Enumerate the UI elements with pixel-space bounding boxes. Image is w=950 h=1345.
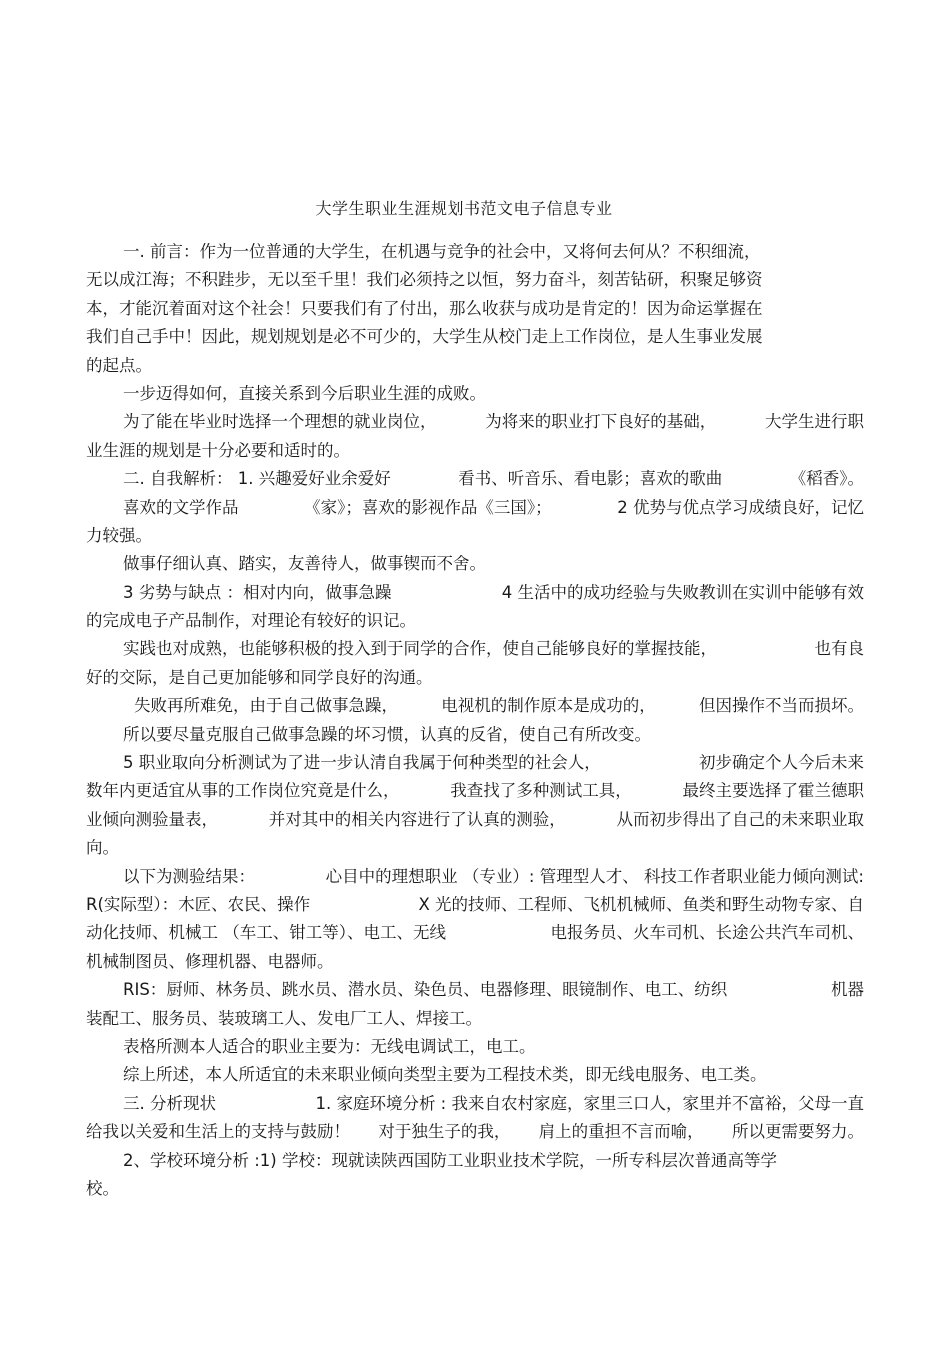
text-segment: 力较强。 (86, 525, 152, 545)
text-segment: 动化技师、机械工 （车工、钳工等）、电工、无线 (86, 923, 446, 943)
text-segment: 2 优势与优点学习成绩良好，记忆 (617, 497, 864, 517)
text-segment: 初步确定个人今后未来 (699, 753, 864, 773)
text-line (86, 806, 864, 834)
text-line (86, 777, 864, 805)
text-segment: 业倾向测验量表， (86, 809, 218, 829)
text-segment: 表格所测本人适合的职业主要为：无线电调试工，电工。 (123, 1036, 536, 1056)
text-segment: 并对其中的相关内容进行了认真的测验， (268, 809, 566, 829)
text-segment: 也有良 (814, 639, 864, 659)
text-segment: 校。 (86, 1178, 119, 1198)
text-segment: 从而初步得出了自己的未来职业取 (616, 809, 864, 829)
text-line (86, 1061, 864, 1089)
text-segment: 所以要尽量克服自己做事急躁的坏习惯，认真的反省，使自己有所改变。 (123, 724, 651, 744)
text-line (86, 721, 864, 749)
text-segment: 我查找了多种测试工具， (450, 781, 632, 801)
text-line (86, 919, 864, 947)
document-title: 大学生职业生涯规划书范文电子信息专业 (315, 199, 613, 218)
text-line (86, 976, 864, 1004)
text-segment: 为了能在毕业时选择一个理想的就业岗位， (123, 412, 437, 432)
text-segment: 肩上的重担不言而喻， (538, 1122, 704, 1142)
text-line (86, 1005, 864, 1033)
text-segment: 4 生活中的成功经验与失败教训在实训中能够有效 (501, 582, 864, 602)
text-segment: 失败再所难免，由于自己做事急躁， (134, 696, 398, 716)
text-segment: 5 职业取向分析测试为了进一步认清自我属于何种类型的社会人， (123, 753, 601, 773)
text-line (86, 266, 864, 294)
text-segment: 做事仔细认真、踏实，友善待人，做事锲而不舍。 (123, 554, 486, 574)
text-segment: 对于独生子的我， (378, 1122, 511, 1142)
text-line (86, 1033, 864, 1061)
text-line (86, 408, 864, 436)
text-segment: 向。 (86, 838, 119, 858)
text-line (86, 323, 864, 351)
text-segment: 2、学校环境分析 :1) 学校：现就读陕西国防工业职业技术学院，一所专科层次普通高等学 (123, 1150, 777, 1170)
text-line (86, 607, 864, 635)
text-segment: 1. 家庭环境分析 : 我来自农村家庭，家里三口人，家里并不富裕，父母一直 (315, 1093, 864, 1113)
text-segment: 机械制图员、修理机器、电器师。 (86, 951, 334, 971)
text-line (86, 465, 864, 493)
text-segment: 大学生进行职 (765, 412, 864, 432)
text-line (86, 437, 864, 465)
text-line (86, 295, 864, 323)
text-segment: 装配工、服务员、装玻璃工人、发电厂工人、焊接工。 (86, 1008, 482, 1028)
text-line (86, 664, 864, 692)
text-segment: 数年内更适宜从事的工作岗位究竟是什么， (86, 781, 400, 801)
text-segment: 好的交际，是自己更加能够和同学良好的沟通。 (86, 667, 433, 687)
text-line (86, 380, 864, 408)
text-segment: 无以成江海；不积跬步，无以至千里！我们必须持之以恒，努力奋斗，刻苦钻研，积聚足够资 (86, 270, 763, 290)
text-line (86, 891, 864, 919)
text-segment: 的完成电子产品制作，对理论有较好的识记。 (86, 611, 416, 631)
text-line (86, 352, 864, 380)
text-segment: 但因操作不当而损坏。 (699, 696, 864, 716)
text-line (86, 1147, 864, 1175)
text-segment: 一步迈得如何，直接关系到今后职业生涯的成败。 (123, 383, 486, 403)
text-segment: 为将来的职业打下良好的基础， (485, 412, 717, 432)
text-line (86, 1090, 864, 1118)
text-segment: 《家》；喜欢的影视作品《三国》； (304, 497, 552, 517)
text-segment: 心目中的理想职业 （专业）: 管理型人才、 科技工作者职业能力倾向测试: (325, 866, 864, 886)
text-segment: 本，才能沉着面对这个社会！只要我们有了付出，那么收获与成功是肯定的！因为命运掌握在 (86, 298, 763, 318)
text-segment: 所以更需要努力。 (731, 1122, 864, 1142)
text-segment: 给我以关爱和生活上的支持与鼓励！ (86, 1122, 350, 1142)
text-line (86, 863, 864, 891)
text-line (86, 522, 864, 550)
document-body (86, 238, 864, 1203)
text-line (86, 834, 864, 862)
text-line (86, 948, 864, 976)
text-segment: 以下为测验结果： (123, 866, 255, 886)
text-segment: 《稻香》。 (789, 469, 864, 489)
text-segment: 业生涯的规划是十分必要和适时的。 (86, 440, 350, 460)
text-segment: 看书、听音乐、看电影；喜欢的歌曲 (458, 469, 723, 489)
text-line (86, 635, 864, 663)
text-line (86, 238, 864, 266)
text-segment: 电视机的制作原本是成功的， (441, 696, 656, 716)
text-line (86, 494, 864, 522)
text-line (86, 1118, 864, 1146)
text-segment: RIS：厨师、林务员、跳水员、潜水员、染色员、电器修理、眼镜制作、电工、纺织 (123, 980, 728, 1000)
text-segment: 综上所述，本人所适宜的未来职业倾向类型主要为工程技术类，即无线电服务、电工类。 (123, 1065, 767, 1085)
text-line (86, 1175, 864, 1203)
text-segment: 电报务员、火车司机、长途公共汽车司机、 (550, 923, 864, 943)
text-segment: R(实际型）：木匠、农民、操作 (86, 894, 311, 914)
text-line (86, 550, 864, 578)
text-segment: 喜欢的文学作品 (123, 497, 239, 517)
text-segment: X 光的技师、工程师、飞机机械师、鱼类和野生动物专家、自 (418, 894, 864, 914)
text-segment: 最终主要选择了霍兰德职 (682, 781, 864, 801)
text-segment: 二. 自我解析： 1. 兴趣爱好业余爱好 (123, 469, 391, 489)
text-segment: 一. 前言：作为一位普通的大学生，在机遇与竞争的社会中，又将何去何从？不积细流， (123, 242, 761, 261)
text-segment: 机器 (831, 980, 864, 1000)
text-segment: 3 劣势与缺点 ：相对内向，做事急躁 (123, 582, 392, 602)
text-segment: 三. 分析现状 (123, 1093, 216, 1113)
text-line (86, 749, 864, 777)
text-segment: 我们自己手中！因此，规划规划是必不可少的，大学生从校门走上工作岗位，是人生事业发展 (86, 327, 763, 347)
text-segment: 的起点。 (86, 355, 152, 375)
text-line (86, 579, 864, 607)
text-line (86, 692, 864, 720)
text-segment: 实践也对成熟，也能够积极的投入到于同学的合作，使自己能够良好的掌握技能， (123, 639, 717, 659)
